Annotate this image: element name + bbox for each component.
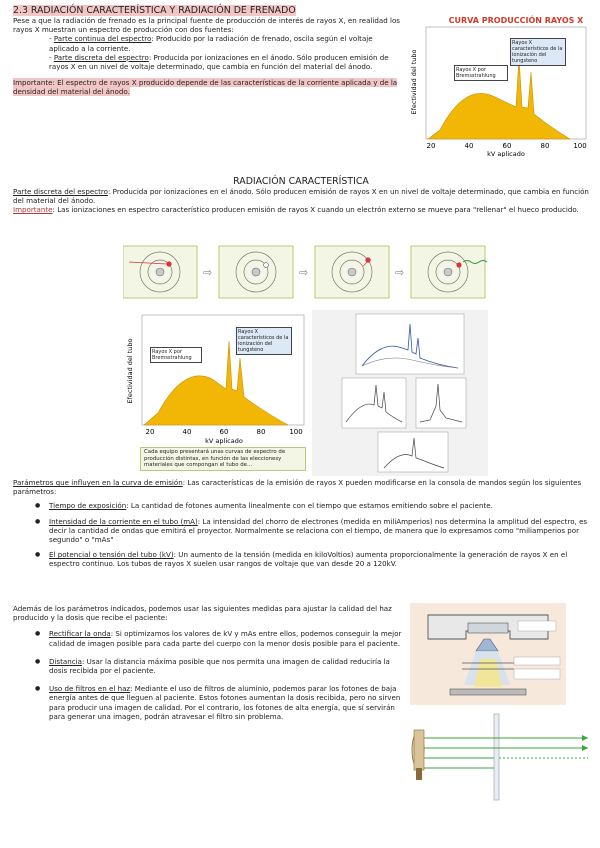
list-item: ● Distancia: Usar la distancia máxima posible que nos permita una imagen de calidad reduciría la dosis recibida por el paciente. <box>35 657 403 675</box>
arrow-icon: ⇨ <box>395 266 405 279</box>
medidas-list <box>13 629 403 721</box>
xray-tube-illustration <box>410 603 566 705</box>
tick-label: 40 <box>182 428 192 436</box>
atom-panel-4 <box>411 246 487 298</box>
brems-label: Rayos X por Bremsstrahlung <box>150 347 202 363</box>
spectrum-plot-b <box>342 378 406 428</box>
tick-label: 20 <box>145 428 155 436</box>
tick-label: 80 <box>256 428 266 436</box>
filter-svg <box>410 708 590 804</box>
tube-svg <box>410 603 566 705</box>
paragraph-important: Importante: Las ionizaciones en espectro característico producen emisión de rayos X cuando un electrón externo se mueve para "rellenar" el hueco producido. <box>13 205 579 215</box>
parametros-list <box>13 501 591 568</box>
spectrum-plot-a <box>356 314 464 374</box>
atom-panel-2 <box>219 246 293 298</box>
spectrum-chart-2 <box>126 313 308 445</box>
x-axis-label: kV aplicado <box>487 150 525 157</box>
list-item: ● Uso de filtros en el haz: Mediante el uso de filtros de aluminio, podemos parar los fotones de baja energía antes de que lleguen al paciente. Estos fotones aumentan la dosis recibida, pero no sirven para producir una imagen de calidad. Por el contrario, los fotones de alta energía, que sí servirán para generar una imagen, podrán atravesar el filtro sin problema. <box>35 684 403 721</box>
arrow-icon: ⇨ <box>203 266 213 279</box>
chart-caption-note: Cada equipo presentará unas curvas de espectro de producción distintas, en función de las eleccionesy materiales que compongan el tubo de... <box>140 447 306 471</box>
section-radiacion-frenado <box>13 5 403 97</box>
spectrum-plot-d <box>378 432 448 472</box>
item-discreta: - Parte discreta del espectro: Producida por ionizaciones en el ánodo. Sólo producen emisión de rayos X en un nivel de voltaje determinado, que cambia en función del material del ánodo. <box>49 52 389 72</box>
filter-illustration <box>410 708 590 804</box>
list-item: ● Rectificar la onda: Si optimizamos los valores de kV y mAs entre ellos, podemos conseguir la mejor calidad de imagen posible para cada parte del cuerpo con la menor dosis posible para el paciente. <box>35 629 403 647</box>
list-item: ● Tiempo de exposición: La cantidad de fotones aumenta linealmente con el tiempo que estamos emitiendo sobre el paciente. <box>35 501 591 510</box>
tick-label: 100 <box>289 428 303 436</box>
tick-label: 100 <box>573 142 587 150</box>
list-item: ● El potencial o tensión del tubo (kV): Un aumento de la tensión (medida en kiloVoltios) aumenta proporcionalmente la generación de rayos X en el espectro continuo. Los tubos de rayos X suelen usar rangos de voltaje que van desde 20 a 120kV. <box>35 550 591 568</box>
x-axis-label: kV aplicado <box>205 437 243 445</box>
atom-panel-3 <box>315 246 389 298</box>
ionization-sequence-diagram <box>123 244 493 300</box>
brems-label: Rayos X por Bremsstrahlung <box>454 65 508 81</box>
chart-svg <box>410 12 592 157</box>
collage-svg <box>312 310 488 476</box>
y-axis-label: Efectividad del tubo <box>126 338 134 404</box>
tick-label: 20 <box>426 142 436 150</box>
tick-label: 60 <box>502 142 512 150</box>
list-item: ● Intensidad de la corriente en el tubo (mA): La intensidad del chorro de electrones (medida en miliAmperios) nos determina la amplitud del espectro, es decir la cantidad de ondas que emitirá el proyector. Normalmente se relaciona con el tiempo, de manera que lo expresamos como "miliamperios por segundo" o "mAs" <box>35 517 591 545</box>
chart-title: CURVA PRODUCCIÓN RAYOS X <box>448 16 584 25</box>
tick-label: 40 <box>464 142 474 150</box>
medidas-intro: Además de los parámetros indicados, podemos usar las siguientes medidas para ajustar la calidad del haz producido y la dosis que recibe el paciente: <box>13 604 392 623</box>
tick-label: 60 <box>219 428 229 436</box>
important-note: Importante: El espectro de rayos X producido depende de las características de la corriente aplicada y de la densidad del material del ánodo. <box>13 78 398 97</box>
diagram-svg <box>123 244 493 300</box>
section-parametros <box>13 478 591 575</box>
xray-production-chart <box>410 12 592 157</box>
y-axis-label: Efectividad del tubo <box>410 49 418 115</box>
tick-label: 80 <box>540 142 550 150</box>
section-title: RADIACIÓN CARACTERÍSTICA <box>233 176 369 187</box>
section-title: 2.3 RADIACIÓN CARACTERÍSTICA Y RADIACIÓN DE FRENADO <box>13 5 296 16</box>
intro-paragraph: Pese a que la radiación de frenado es la principal fuente de producción de interés de rayos X, en realidad los rayos X muestran un espectro de producción con dos fuentes: <box>13 16 400 35</box>
section-medidas <box>13 604 403 727</box>
arrow-icon: ⇨ <box>299 266 309 279</box>
section-radiacion-caracteristica <box>13 176 589 215</box>
paragraph-discreta: Parte discreta del espectro: Producida por ionizaciones en el ánodo. Sólo producen emisión de rayos X en un nivel de voltaje determinado, que cambia en función del material del ánodo. <box>13 187 589 206</box>
spectra-collage <box>312 310 488 476</box>
characteristic-label: Rayos X característicos de la ionización del tungsteno <box>236 327 292 355</box>
item-continua: - Parte continua del espectro: Producido por la radiación de frenado, oscila según el voltaje aplicado a la corriente. <box>49 34 373 53</box>
spectrum-plot-c <box>416 378 466 428</box>
parametros-intro: Parámetros que influyen en la curva de emisión: Las características de la emisión de rayos X pueden modificarse en la consola de mandos según los siguientes parámetros: <box>13 478 582 497</box>
characteristic-label: Rayos X característicos de la ionización del tungsteno <box>510 38 566 66</box>
atom-panel-1 <box>123 246 197 298</box>
